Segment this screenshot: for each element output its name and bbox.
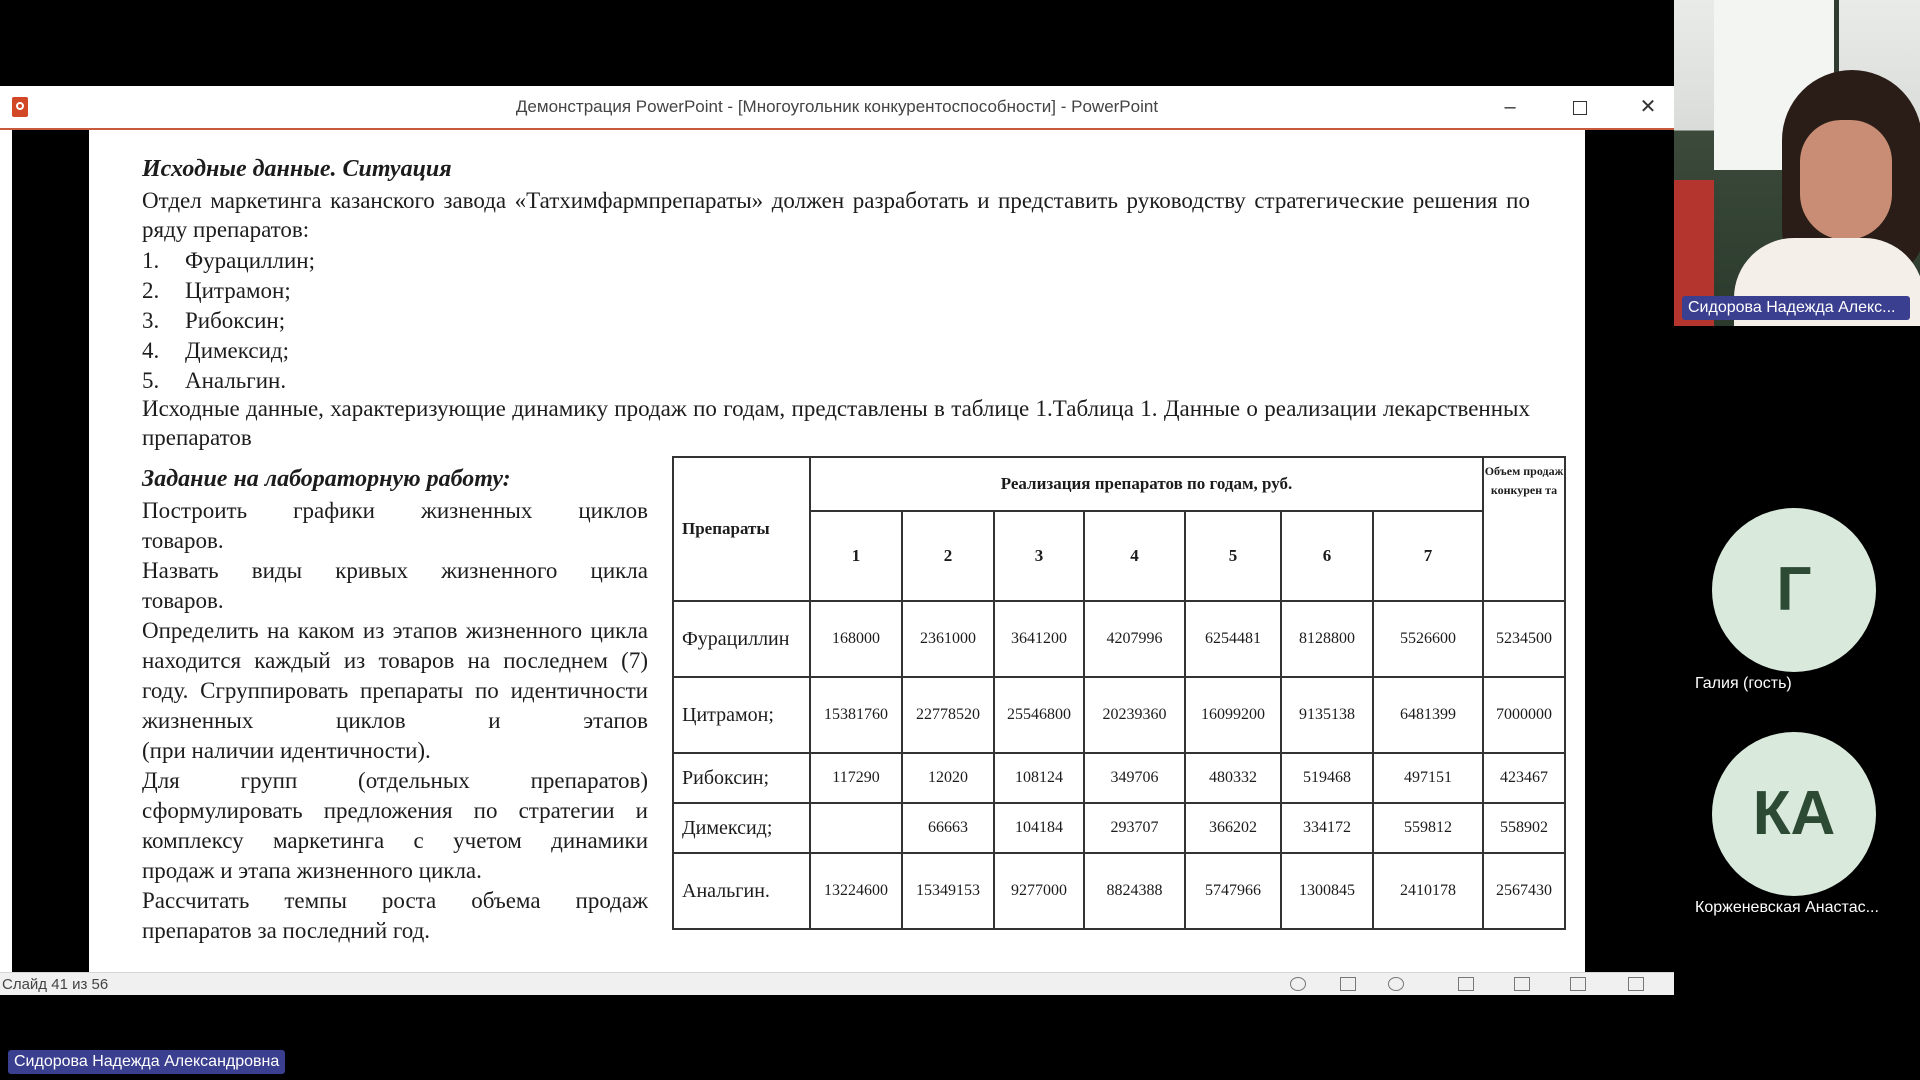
participant-avatar[interactable]: КА — [1712, 732, 1876, 896]
year-header: 1 — [810, 511, 902, 601]
table-cell: 13224600 — [810, 853, 902, 929]
competitor-cell: 5234500 — [1483, 601, 1565, 677]
table-cell: 6254481 — [1185, 601, 1281, 677]
competitor-cell: 2567430 — [1483, 853, 1565, 929]
table-cell: 15349153 — [902, 853, 994, 929]
participant-name: Корженевская Анастас... — [1695, 899, 1879, 916]
table-cell: 293707 — [1084, 803, 1185, 853]
table-cell: 559812 — [1373, 803, 1483, 853]
task-heading: Задание на лабораторную работу: — [142, 466, 511, 492]
table-cell: 497151 — [1373, 753, 1483, 803]
table-cell: 349706 — [1084, 753, 1185, 803]
table-cell: 168000 — [810, 601, 902, 677]
list-item: 2. Цитрамон; — [142, 278, 291, 303]
table-cell — [810, 803, 902, 853]
table-cell: 66663 — [902, 803, 994, 853]
table-row — [673, 753, 1565, 803]
table-row — [673, 601, 1565, 677]
participant-figure — [1800, 120, 1892, 240]
table-cell: 2361000 — [902, 601, 994, 677]
competitor-cell: 423467 — [1483, 753, 1565, 803]
status-bar — [0, 972, 1674, 995]
table-cell: 15381760 — [810, 677, 902, 753]
header-competitor: Объем продаж конкурен та — [1483, 457, 1565, 601]
year-header: 3 — [994, 511, 1084, 601]
table-cell: 20239360 — [1084, 677, 1185, 753]
table-cell: 366202 — [1185, 803, 1281, 853]
task-paragraph: Построить графики жизненных циклов товаров. — [142, 498, 648, 553]
list-item: 4. Димексид; — [142, 338, 289, 363]
close-button[interactable]: ✕ — [1639, 96, 1657, 118]
participant-name-tag: Сидорова Надежда Алекс... — [1682, 296, 1910, 320]
list-item: 1. Фурациллин; — [142, 248, 315, 273]
reading-view-icon[interactable] — [1570, 977, 1586, 991]
drug-name: Димексид; — [673, 803, 810, 853]
table-cell: 117290 — [810, 753, 902, 803]
sales-table — [672, 456, 1566, 930]
table-cell: 4207996 — [1084, 601, 1185, 677]
table-cell: 480332 — [1185, 753, 1281, 803]
competitor-cell: 558902 — [1483, 803, 1565, 853]
year-header: 7 — [1373, 511, 1483, 601]
table-cell: 108124 — [994, 753, 1084, 803]
slide[interactable] — [89, 130, 1585, 972]
table-cell: 2410178 — [1373, 853, 1483, 929]
year-header: 4 — [1084, 511, 1185, 601]
table-cell: 22778520 — [902, 677, 994, 753]
table-row — [673, 677, 1565, 753]
task-paragraph: Определить на каком из этапов жизненного цикла находится каждый из товаров на последнем (7) году. Сгруппировать препараты по идентичности жизненных циклов и этапов (при наличии идентичности). — [142, 618, 648, 763]
intro-paragraph: Отдел маркетинга казанского завода «Татхимфармпрепараты» должен разработать и представить руководству стратегические решения по ряду препаратов: — [142, 188, 1530, 242]
table-cell: 5747966 — [1185, 853, 1281, 929]
table-cell: 3641200 — [994, 601, 1084, 677]
table-cell: 6481399 — [1373, 677, 1483, 753]
participant-video-tile[interactable] — [1674, 0, 1920, 326]
minimize-button[interactable]: – — [1504, 96, 1516, 118]
drug-name: Рибоксин; — [673, 753, 810, 803]
maximize-button[interactable] — [1558, 92, 1602, 122]
table-cell: 104184 — [994, 803, 1084, 853]
title-bar — [0, 86, 1674, 130]
data-paragraph: Исходные данные, характеризующие динамику продаж по годам, представлены в таблице 1.Таблица 1. Данные о реализации лекарственных препаратов — [142, 396, 1530, 450]
year-header: 2 — [902, 511, 994, 601]
powerpoint-window — [0, 86, 1674, 994]
list-item: 5. Анальгин. — [142, 368, 287, 393]
header-drugs: Препараты — [673, 457, 810, 601]
table-cell: 519468 — [1281, 753, 1373, 803]
slideshow-icon[interactable] — [1628, 977, 1644, 991]
presenter-name-tag: Сидорова Надежда Александровна — [8, 1050, 285, 1074]
drug-name: Фурациллин — [673, 601, 810, 677]
table-row — [673, 803, 1565, 853]
drug-name: Цитрамон; — [673, 677, 810, 753]
slide-heading: Исходные данные. Ситуация — [142, 156, 452, 182]
normal-view-icon[interactable] — [1458, 977, 1474, 991]
slide-stage — [12, 130, 1674, 972]
table-row — [673, 853, 1565, 929]
table-cell: 25546800 — [994, 677, 1084, 753]
slide-counter: Слайд 41 из 56 — [2, 976, 109, 993]
task-paragraph: Для групп (отдельных препаратов) сформулировать предложения по стратегии и комплексу маркетинга с учетом динамики продаж и этапа жизненного цикла. — [142, 768, 648, 883]
table-cell: 8824388 — [1084, 853, 1185, 929]
slide-menu-icon[interactable] — [1340, 977, 1356, 991]
task-paragraph: Рассчитать темпы роста объема продаж препаратов за последний год. — [142, 888, 648, 943]
task-text — [142, 496, 648, 946]
header-sales: Реализация препаратов по годам, руб. — [810, 457, 1483, 511]
table-cell: 1300845 — [1281, 853, 1373, 929]
year-header: 5 — [1185, 511, 1281, 601]
table-cell: 334172 — [1281, 803, 1373, 853]
maximize-icon — [1573, 101, 1587, 115]
participant-name: Галия (гость) — [1695, 675, 1792, 692]
year-header: 6 — [1281, 511, 1373, 601]
participant-avatar[interactable]: Г — [1712, 508, 1876, 672]
table-cell: 16099200 — [1185, 677, 1281, 753]
competitor-cell: 7000000 — [1483, 677, 1565, 753]
drug-list — [142, 246, 315, 396]
previous-slide-icon[interactable] — [1290, 977, 1306, 991]
drug-name: Анальгин. — [673, 853, 810, 929]
next-slide-icon[interactable] — [1388, 977, 1404, 991]
table-cell: 9135138 — [1281, 677, 1373, 753]
slide-sorter-icon[interactable] — [1514, 977, 1530, 991]
table-cell: 5526600 — [1373, 601, 1483, 677]
list-item: 3. Рибоксин; — [142, 308, 286, 333]
table-cell: 9277000 — [994, 853, 1084, 929]
task-paragraph: Назвать виды кривых жизненного цикла товаров. — [142, 558, 648, 613]
table-cell: 12020 — [902, 753, 994, 803]
window-title: Демонстрация PowerPoint - [Многоугольник конкурентоспособности] - PowerPoint — [515, 97, 1159, 116]
table-cell: 8128800 — [1281, 601, 1373, 677]
